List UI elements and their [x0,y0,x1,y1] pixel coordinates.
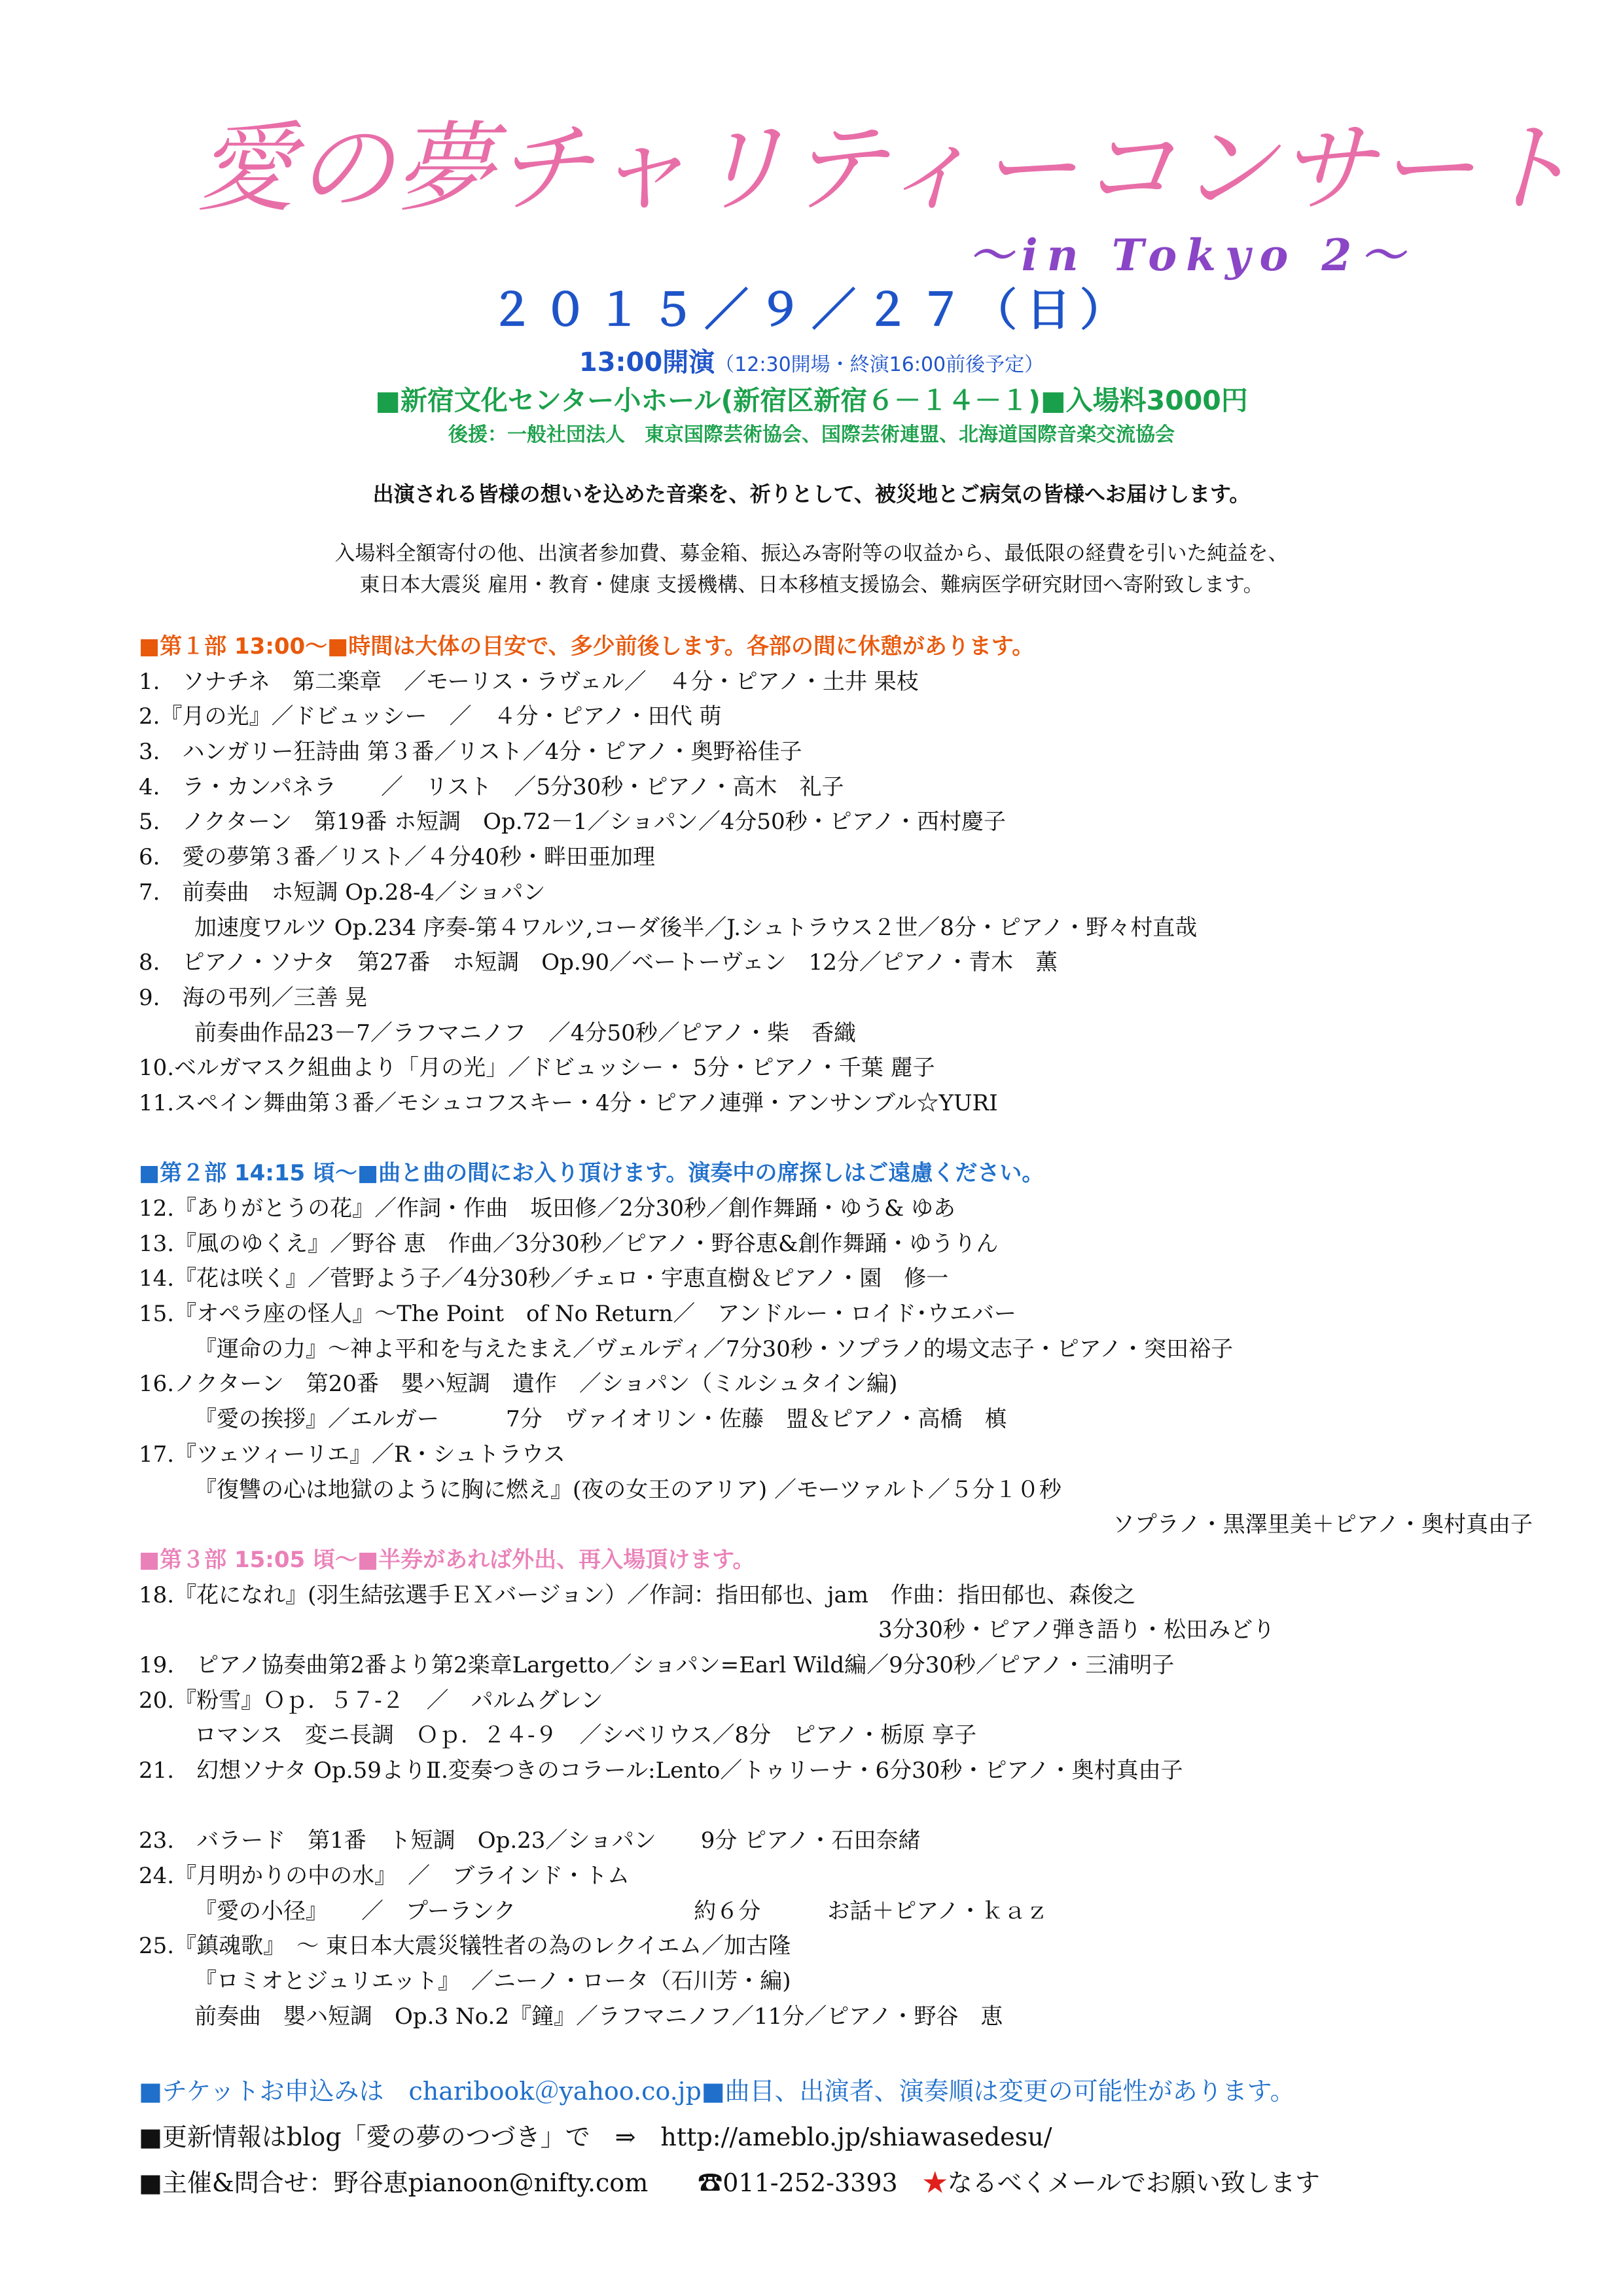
footer [139,2068,1533,2206]
spacer [139,1789,1533,1824]
ticket-info: ■チケットお申込みは charibook＠yahoo.co.jp■曲目、出演者、演奏順は変更の可能性があります。 [139,2077,1295,2106]
charity-line: 入場料全額寄付の他、出演者参加費、募金箱、振込み寄附等の収益から、最低限の経費を引いた純益を、 [334,542,1289,565]
part2-header: ■第２部 14:15 頃～■曲と曲の間にお入り頂けます。演奏中の席探しはご遠慮ください。 [139,1160,1044,1187]
spacer [139,1122,1533,1157]
program-item: 『ロミオとジュリエット』 ／ニーノ・ロータ（石川芳・編) [194,1968,791,1995]
program-item: 25.『鎮魂歌』 ～ 東日本大震災犠牲者の為のレクイエム／加古隆 [139,1933,791,1960]
program-item: 19. ピアノ協奏曲第2番より第2楽章Largetto／ショパン=Earl Wild編／9分30秒／ピアノ・三浦明子 [139,1651,1175,1678]
program-item: 7. 前奏曲 ホ短調 Op.28-4／ショパン [139,879,546,906]
program-item: 21. 幻想ソナタ Op.59よりⅡ.変奏つきのコラール:Lento／トゥリーナ・6分30秒・ピアノ・奥村真由子 [139,1757,1183,1784]
program-item: 『愛の小径』 ／ プーランク 約６分 お話＋ピアノ・ｋａｚ [194,1898,1048,1924]
program-item: 13.『風のゆくえ』／野谷 恵 作曲／3分30秒／ピアノ・野谷恵&創作舞踊・ゆうりん [139,1230,999,1257]
program-item: 16.ノクターン 第20番 嬰ハ短調 遺作 ／ショパン（ミルシュタイン編) [139,1371,898,1398]
email-request: なるべくメールでお願い致します [947,2168,1320,2197]
program-item: 『運命の力』～神よ平和を与えたまえ／ヴェルディ／7分30秒・ソプラノ的場文志子・ピアノ・突田裕子 [194,1335,1234,1362]
concert-title: 愛の夢チャリティーコンサート [196,112,1577,226]
part1-header: ■第１部 13:00～■時間は大体の目安で、多少前後します。各部の間に休憩があります。 [139,633,1035,660]
venue-info: ■新宿文化センター小ホール(新宿区新宿６－１４－１)■入場料3000円 [375,385,1248,416]
charity-line: 東日本大震災 雇用・教育・健康 支援機構、日本移植支援協会、難病医学研究財団へ寄附致します。 [359,573,1264,597]
program-item: 4. ラ・カンパネラ ／ リスト ／5分30秒・ピアノ・高木 礼子 [139,773,844,800]
program-item: 10.ベルガマスク組曲より「月の光」／ドビュッシー・ 5分・ピアノ・千葉 麗子 [139,1055,935,1082]
contact-info [139,2160,1533,2206]
start-time: 13:00開演 [579,347,715,378]
sponsors: 後援：一般社団法人 東京国際芸術協会、国際芸術連盟、北海道国際音楽交流協会 [448,423,1175,446]
program-item-detail: 3分30秒・ピアノ弾き語り・松田みどり [878,1617,1275,1644]
part3-header: ■第３部 15:05 頃～■半券があれば外出、再入場頂けます。 [139,1546,755,1573]
program-item: 11.スペイン舞曲第３番／モシュコフスキー・4分・ピアノ連弾・アンサンブル☆YURI [139,1089,998,1116]
program-item: 前奏曲 嬰ハ短調 Op.3 No.2『鐘』／ラフマニノフ／11分／ピアノ・野谷 恵 [194,2003,1003,2030]
program-item [139,1613,1533,1648]
program-item: 18.『花になれ』(羽生結弦選手ＥＸバージョン）／作詞：指田郁也、jam 作曲：指田郁也、森俊之 [139,1581,1136,1608]
program-item: 6. 愛の夢第３番／リスト／４分40秒・畔田亜加理 [139,844,656,871]
update-info: ■更新情報はblog「愛の夢のつづき」で ⇒ http://ameblo.jp/shiawasedesu/ [139,2123,1052,2151]
program-item: 8. ピアノ・ソナタ 第27番 ホ短調 Op.90／ベートーヴェン 12分／ピアノ・青木 薫 [139,949,1058,976]
program-item: 3. ハンガリー狂詩曲 第３番／リスト／4分・ピアノ・奥野裕佳子 [139,739,802,766]
program-item: 『復讐の心は地獄のように胸に燃え』(夜の女王のアリア) ／モーツァルト／５分１０秒 [194,1476,1061,1503]
program-item: 12.『ありがとうの花』／作詞・作曲 坂田修／2分30秒／創作舞踊・ゆう& ゆあ [139,1195,956,1222]
program-item: ロマンス 変ニ長調 Ｏｐ．２４-９ ／シベリウス／8分 ピアノ・栃原 享子 [194,1722,977,1749]
program-item: 2.『月の光』／ドビュッシー ／ ４分・ピアノ・田代 萌 [139,703,722,730]
program-item: 15.『オペラ座の怪人』～The Point of No Return／ アンドルー・ロイド･ウエバー [139,1301,1016,1328]
concert-time [0,342,1623,379]
concert-date: ２０１５／９／２７（日） [489,285,1133,336]
concert-subtitle: ～in Tokyo 2～ [969,230,1414,281]
program-item: 23. バラード 第1番 ト短調 Op.23／ショパン 9分 ピアノ・石田奈緒 [139,1828,921,1854]
program-item: 加速度ワルツ Op.234 序奏-第４ワルツ,コーダ後半／J.シュトラウス２世／8分・ピアノ・野々村直哉 [194,914,1198,941]
program-list [139,629,1533,2035]
phone-number: ☎011-252-3393 [698,2168,898,2197]
program-item: 1. ソナチネ 第二楽章 ／モーリス・ラヴェル／ ４分・ピアノ・土井 果枝 [139,668,919,695]
program-item: 前奏曲作品23－7／ラフマニノフ ／4分50秒／ピアノ・柴 香織 [194,1019,857,1046]
program-item: 9. 海の弔列／三善 晃 [139,984,368,1011]
concert-message: 出演される皆様の想いを込めた音楽を、祈りとして、被災地とご病気の皆様へお届けします。 [372,482,1251,506]
program-item: 『愛の挨拶』／エルガー 7分 ヴァイオリン・佐藤 盟＆ピアノ・高橋 槙 [194,1406,1007,1433]
charity-note [0,538,1623,601]
time-note: （12:30開場・終演16:00前後予定） [715,353,1044,376]
program-item: 20.『粉雪』Ｏｐ．５７-２ ／ パルムグレン [139,1687,603,1714]
contact-email: ■主催&問合せ：野谷恵pianoon@nifty.com [139,2168,649,2197]
star-icon: ★ [922,2168,948,2197]
program-item: 5. ノクターン 第19番 ホ短調 Op.72－1／ショパン／4分50秒・ピアノ・西村慶子 [139,809,1006,836]
program-item: ソプラノ・黒澤里美＋ピアノ・奥村真由子 [1112,1511,1533,1538]
program-item: 17.『ツェツィーリエ』／R・シュトラウス [139,1441,565,1468]
program-item: 24.『月明かりの中の水』 ／ ブラインド・トム [139,1863,630,1890]
program-item: 14.『花は咲く』／菅野よう子／4分30秒／チェロ・宇恵直樹＆ピアノ・園 修一 [139,1265,949,1292]
